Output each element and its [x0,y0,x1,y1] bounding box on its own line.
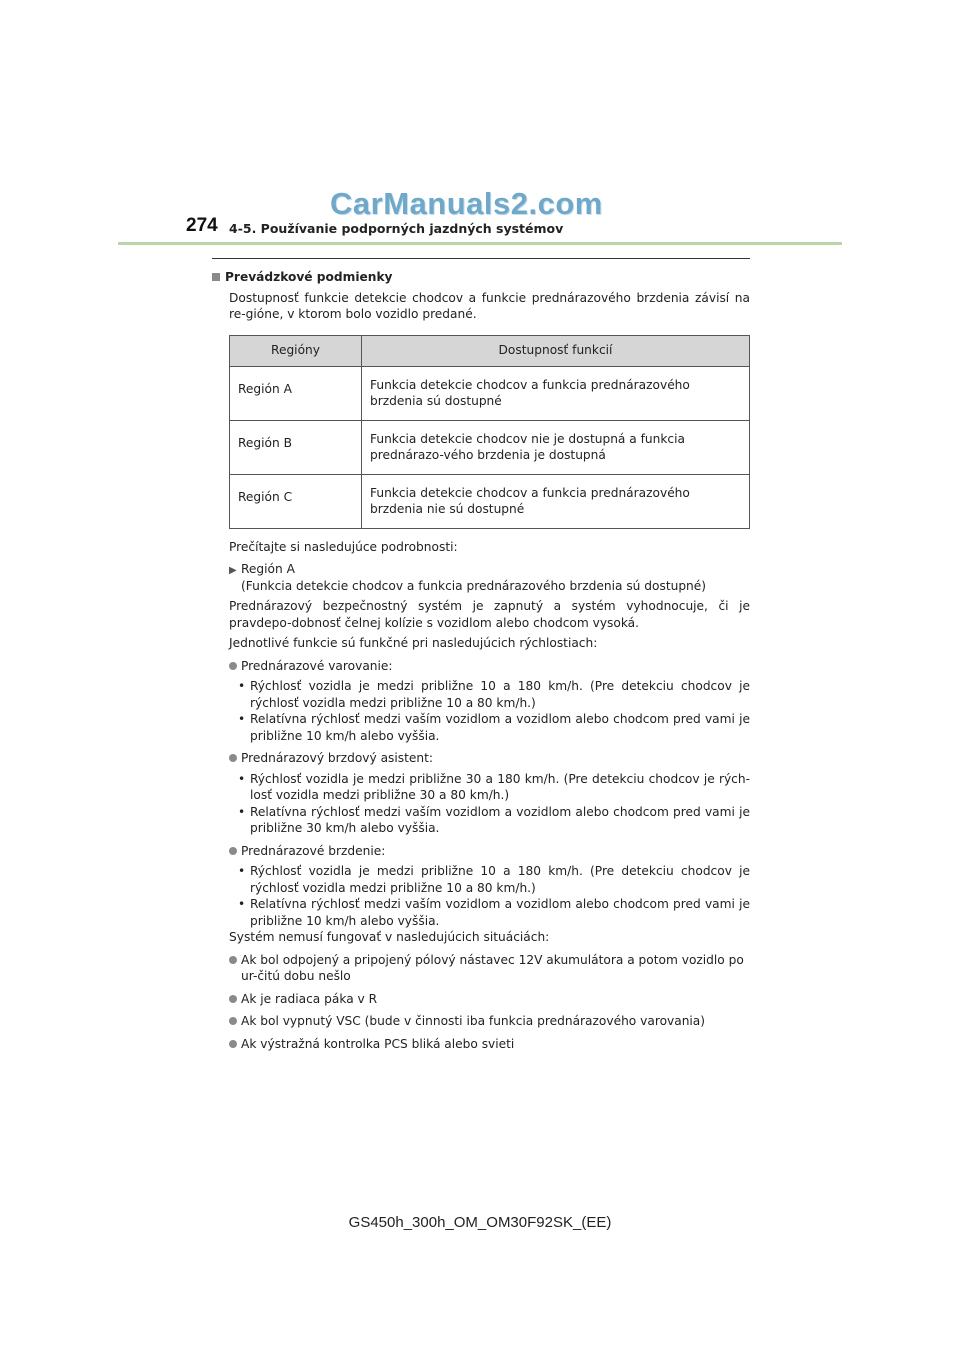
sub-list-item: • Relatívna rýchlosť medzi vaším vozidlom a vozidlom alebo chodcom pred vami je približne 10 km/h alebo vyššia. [238,897,750,928]
circle-bullet-icon [229,662,237,670]
region-table [229,335,750,529]
square-bullet-icon [212,273,220,281]
sub-list-text: Relatívna rýchlosť medzi vaším vozidlom a vozidlom alebo chodcom pred vami je približne 10 km/h alebo vyššia. [250,897,750,928]
sub-list-text: Relatívna rýchlosť medzi vaším vozidlom a vozidlom alebo chodcom pred vami je približne 10 km/h alebo vyššia. [250,712,750,743]
section-divider [212,258,750,259]
sub-list [238,863,750,929]
situation-text: Ak bol odpojený a pripojený pólový nástavec 12V akumulátora a potom vozidlo po ur-čitú dobu nešlo [241,952,744,983]
table-cell-availability: Funkcia detekcie chodcov a funkcia prednárazového brzdenia sú dostupné [362,366,750,420]
circle-bullet-icon [229,847,237,855]
list-item [229,658,750,675]
intro-paragraph: Dostupnosť funkcie detekcie chodcov a funkcie prednárazového brzdenia závisí na re-gióne, v ktorom bolo vozidlo predané. [229,290,750,321]
sub-list-text: Rýchlosť vozidla je medzi približne 10 a 180 km/h. (Pre detekciu chodcov je rýchlosť vozidla medzi približne 10 a 80 km/h.) [250,864,750,895]
arrow-right-icon: ▶ [229,565,237,576]
sub-list-item: • Relatívna rýchlosť medzi vaším vozidlom a vozidlom alebo chodcom pred vami je približne 30 km/h alebo vyššia. [238,804,750,835]
section-heading [212,269,750,286]
sub-list-item: • Rýchlosť vozidla je medzi približne 10 a 180 km/h. (Pre detekciu chodcov je rýchlosť vozidla medzi približne 10 a 80 km/h.) [238,679,750,710]
sub-list [238,678,750,744]
sub-list-item: • Rýchlosť vozidla je medzi približne 30 a 180 km/h. (Pre detekciu chodcov je rých-losť vozidla medzi približne 30 a 80 km/h.) [238,771,750,802]
list-item [229,1036,750,1053]
details-lead: Prečítajte si nasledujúce podrobnosti: [229,539,458,554]
page-content [212,258,750,1052]
situation-text: Ak výstražná kontrolka PCS bliká alebo svieti [241,1036,515,1051]
table-cell-availability: Funkcia detekcie chodcov nie je dostupná a funkcia prednárazo-vého brzdenia je dostupná [362,420,750,474]
table-row [230,366,750,420]
sub-list-text: Rýchlosť vozidla je medzi približne 10 a 180 km/h. (Pre detekciu chodcov je rýchlosť vozidla medzi približne 10 a 80 km/h.) [250,679,750,710]
list-item [229,991,750,1008]
list-item [229,843,750,860]
function-title: Prednárazové brzdenie: [241,843,386,858]
table-row [230,474,750,528]
function-title: Prednárazový brzdový asistent: [241,751,434,765]
circle-bullet-icon [229,1017,237,1025]
table-cell-availability: Funkcia detekcie chodcov a funkcia prednárazového brzdenia nie sú dostupné [362,474,750,528]
sub-list [238,771,750,837]
sub-list-item: • Rýchlosť vozidla je medzi približne 10 a 180 km/h. (Pre detekciu chodcov je rýchlosť vozidla medzi približne 10 a 80 km/h.) [238,864,750,895]
circle-bullet-icon [229,754,237,762]
page-number: 274 [186,215,218,236]
list-item [229,750,750,767]
paragraph-speeds: Jednotlivé funkcie sú funkčné pri nasledujúcich rýchlostiach: [229,636,598,650]
table-cell-region: Región A [230,366,362,420]
table-header-availability: Dostupnosť funkcií [362,335,750,366]
region-item [229,561,750,594]
sub-list-item: • Relatívna rýchlosť medzi vaším vozidlom a vozidlom alebo chodcom pred vami je približne 10 km/h alebo vyššia. [238,712,750,743]
table-row [230,420,750,474]
table-header-regions: Regióny [230,335,362,366]
footer-code: GS450h_300h_OM_OM30F92SK_(EE) [348,1214,612,1231]
list-item [229,1013,750,1030]
sub-list-text: Rýchlosť vozidla je medzi približne 30 a 180 km/h. (Pre detekciu chodcov je rých-losť vozidla medzi približne 30 a 80 km/h.) [250,771,750,802]
list-item [229,952,750,985]
table-cell-region: Región C [230,474,362,528]
watermark-logo[interactable]: CarManuals2.com [330,186,603,221]
situations-lead: Systém nemusí fungovať v nasledujúcich situáciách: [229,930,550,944]
section-title: 4-5. Používanie podporných jazdných systémov [229,221,564,236]
circle-bullet-icon [229,956,237,964]
circle-bullet-icon [229,995,237,1003]
circle-bullet-icon [229,1040,237,1048]
situation-text: Ak je radiaca páka v R [241,991,378,1006]
table-cell-region: Región B [230,420,362,474]
region-label: Región A [241,562,295,576]
section-heading-text: Prevádzkové podmienky [225,270,393,284]
region-note: (Funkcia detekcie chodcov a funkcia prednárazového brzdenia sú dostupné) [241,578,707,593]
situation-text: Ak bol vypnutý VSC (bude v činnosti iba funkcia prednárazového varovania) [241,1014,706,1028]
sub-list-text: Relatívna rýchlosť medzi vaším vozidlom a vozidlom alebo chodcom pred vami je približne 30 km/h alebo vyššia. [250,804,750,835]
header-divider [118,242,842,245]
paragraph-system: Prednárazový bezpečnostný systém je zapnutý a systém vyhodnocuje, či je pravdepo-dobnosť čelnej kolízie s vozidlom alebo chodcom vysoká. [229,599,750,630]
function-title: Prednárazové varovanie: [241,658,393,673]
